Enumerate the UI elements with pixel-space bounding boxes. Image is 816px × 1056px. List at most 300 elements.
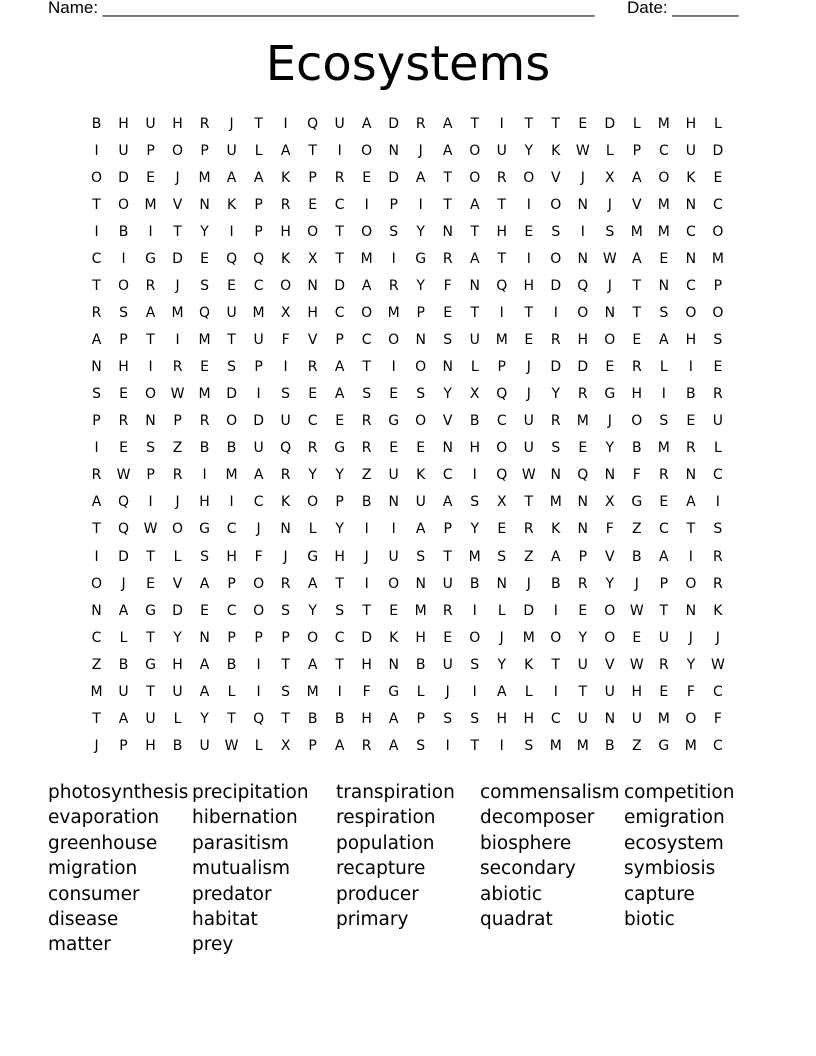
grid-letter: M [576,737,589,754]
grid-letter: D [388,116,400,132]
grid-letter: U [118,143,129,160]
grid-letter: N [91,602,102,619]
grid-letter: I [391,359,396,376]
grid-letter: I [229,224,234,241]
grid-letter: O [388,332,400,349]
word-bank-item: population [336,832,435,854]
page-title: Ecosystems [265,36,551,92]
grid-letter: J [607,413,612,430]
grid-letter: T [281,710,290,727]
word-bank-item: symbiosis [624,858,716,880]
header-line [48,0,748,18]
grid-letter: A [632,251,642,268]
grid-letter: T [362,602,371,619]
grid-letter: G [658,737,670,754]
grid-letter: M [198,170,211,187]
grid-letter: T [146,629,155,646]
grid-letter: W [116,467,131,484]
grid-letter: H [496,224,507,241]
grid-letter: M [711,251,724,268]
grid-letter: K [281,494,291,511]
grid-letter: A [442,143,453,160]
grid-letter: J [175,278,180,295]
grid-letter: J [256,521,261,538]
word-bank-item: precipitation [192,782,309,803]
grid-letter: S [281,386,291,403]
grid-letter: I [337,683,342,700]
grid-letter: J [526,359,531,376]
grid-letter: G [199,521,210,538]
grid-letter: R [91,467,102,484]
grid-letter: B [307,710,318,727]
grid-letter: R [361,413,372,430]
grid-letter: U [577,656,588,673]
grid-letter: O [361,305,373,322]
grid-letter: S [443,332,453,349]
grid-letter: S [659,413,669,430]
grid-letter: E [227,278,237,295]
grid-letter: O [415,413,427,430]
grid-letter: S [389,224,399,241]
grid-letter: E [119,386,128,403]
grid-letter: M [657,116,670,132]
grid-letter: L [632,116,641,132]
grid-letter: L [659,359,668,376]
grid-letter: Q [118,494,130,511]
grid-letter: B [550,575,561,592]
grid-letter: S [119,305,128,322]
grid-letter: B [469,575,480,592]
grid-letter: T [146,548,155,565]
grid-letter: S [470,494,480,511]
grid-letter: U [469,332,480,349]
grid-letter: I [715,494,720,511]
grid-letter: P [173,413,182,430]
grid-letter: J [364,548,369,565]
grid-letter: W [602,251,617,268]
grid-letter: H [118,116,129,132]
grid-letter: D [523,602,535,619]
grid-letter: A [659,548,669,565]
grid-letter: O [712,305,724,322]
grid-letter: N [496,575,507,592]
grid-letter: S [92,386,101,403]
grid-letter: A [361,116,372,132]
grid-letter: Y [200,224,209,241]
grid-letter: T [335,656,344,673]
grid-letter: R [307,359,318,376]
grid-letter: R [713,548,723,565]
grid-letter: H [199,494,210,511]
grid-letter: C [307,413,318,430]
grid-letter: Q [577,278,589,295]
grid-letter: O [415,359,427,376]
grid-letter: Q [577,467,589,484]
grid-letter: A [118,710,129,727]
grid-letter: T [335,224,344,241]
grid-letter: P [713,278,723,295]
grid-letter: I [256,683,261,700]
grid-letter: F [281,332,290,349]
grid-letter: C [334,629,345,646]
grid-letter: R [496,170,507,187]
grid-letter: I [472,602,477,619]
word-bank-item: primary [336,908,409,930]
grid-letter: H [172,116,183,132]
grid-letter: Y [443,386,452,403]
grid-letter: F [443,278,452,295]
grid-letter: Z [172,440,183,457]
grid-letter: A [253,467,264,484]
grid-letter: T [443,548,452,565]
grid-letter: J [94,737,99,754]
grid-letter: J [499,629,504,646]
grid-letter: U [199,737,210,754]
grid-letter: I [391,521,396,538]
grid-letter: E [416,440,426,457]
grid-letter: B [686,386,696,403]
grid-letter: U [685,143,696,160]
grid-letter: H [496,710,507,727]
grid-letter: O [361,224,373,241]
grid-letter: W [143,521,158,538]
grid-letter: W [710,656,725,673]
grid-letter: P [146,467,155,484]
grid-letter: G [145,656,156,673]
grid-letter: C [253,494,264,511]
grid-letter: M [522,629,535,646]
grid-letter: I [526,251,531,268]
grid-letter: R [658,656,669,673]
grid-letter: T [524,116,534,132]
grid-letter: R [713,575,723,592]
grid-letter: J [418,143,423,160]
grid-letter: U [145,710,156,727]
name-field-label: Name: ____________________________________________________ [48,0,595,17]
grid-letter: D [550,359,562,376]
grid-letter: T [551,656,561,673]
grid-letter: A [469,197,480,214]
grid-letter: O [307,629,319,646]
grid-letter: D [253,413,264,430]
grid-letter: V [172,197,183,214]
grid-letter: D [361,629,373,646]
grid-letter: K [551,143,561,160]
grid-letter: X [280,305,291,322]
grid-letter: E [443,305,453,322]
grid-letter: V [605,548,615,565]
grid-letter: T [632,278,642,295]
grid-letter: I [472,683,477,700]
grid-letter: Q [253,251,265,268]
grid-letter: Y [335,467,344,484]
grid-letter: D [172,251,183,268]
grid-letter: Y [416,224,425,241]
grid-letter: N [442,440,453,457]
grid-letter: G [307,548,319,565]
grid-letter: E [578,602,588,619]
grid-letter: C [91,629,102,646]
grid-letter: I [337,143,342,160]
grid-letter: I [175,332,180,349]
grid-letter: J [445,683,450,700]
grid-letter: N [604,710,616,727]
grid-letter: P [578,548,588,565]
grid-letter: P [227,629,236,646]
grid-letter: P [416,305,425,322]
grid-letter: O [604,602,616,619]
word-bank-item: migration [48,858,138,880]
grid-letter: M [252,305,265,322]
grid-letter: X [605,494,615,511]
grid-letter: A [91,494,102,511]
grid-letter: C [496,413,507,430]
grid-letter: Q [307,116,319,132]
word-bank-item: producer [336,883,419,905]
word-bank-item: biosphere [480,832,572,854]
grid-letter: N [685,602,697,619]
grid-letter: I [94,440,99,457]
grid-letter: S [443,710,453,727]
grid-letter: X [469,386,480,403]
grid-letter: A [550,548,561,565]
grid-letter: M [657,197,670,214]
grid-letter: S [200,278,210,295]
grid-letter: I [364,197,369,214]
word-bank-item: quadrat [480,908,553,930]
grid-letter: H [523,278,535,295]
grid-letter: C [91,251,102,268]
grid-letter: E [713,359,723,376]
grid-letter: S [200,548,210,565]
grid-letter: E [362,170,372,187]
grid-letter: P [254,359,263,376]
grid-letter: R [118,413,129,430]
grid-letter: O [253,575,265,592]
grid-letter: T [578,683,588,700]
grid-letter: J [715,629,720,646]
grid-letter: Y [686,656,696,673]
grid-letter: B [632,440,642,457]
grid-letter: Y [308,467,317,484]
grid-letter: A [442,494,453,511]
grid-letter: T [308,143,317,160]
grid-letter: U [658,629,669,646]
grid-letter: N [685,467,697,484]
grid-letter: C [226,602,237,619]
grid-letter: A [226,170,237,187]
grid-letter: K [416,467,426,484]
grid-letter: M [549,494,562,511]
word-bank-item: hibernation [192,807,298,829]
grid-letter: C [361,332,372,349]
grid-letter: M [495,332,508,349]
grid-letter: C [658,143,669,160]
grid-letter: E [578,440,588,457]
grid-letter: A [307,656,318,673]
grid-letter: Y [200,710,209,727]
grid-letter: Y [173,629,182,646]
grid-letter: K [281,170,291,187]
grid-letter: R [658,467,669,484]
grid-letter: H [145,737,156,754]
grid-letter: B [632,548,642,565]
grid-letter: C [442,467,453,484]
grid-letter: J [229,116,234,132]
grid-letter: R [361,440,372,457]
grid-letter: D [577,359,589,376]
word-bank-item: prey [192,934,234,956]
grid-letter: P [308,737,317,754]
grid-letter: R [550,413,561,430]
grid-letter: T [470,116,479,132]
grid-letter: Y [497,656,507,673]
grid-letter: Y [605,575,615,592]
grid-letter: R [172,467,183,484]
word-bank-item: respiration [336,807,436,829]
grid-letter: M [630,224,643,241]
grid-letter: B [334,710,345,727]
grid-letter: P [119,332,128,349]
grid-letter: O [685,305,697,322]
grid-letter: O [90,170,103,187]
grid-letter: K [713,602,723,619]
grid-letter: T [443,170,452,187]
grid-letter: S [497,548,507,565]
grid-letter: I [148,359,153,376]
grid-letter: F [254,548,263,565]
grid-letter: R [361,737,372,754]
grid-letter: C [226,521,237,538]
grid-letter: N [577,521,589,538]
grid-letter: P [146,143,155,160]
grid-letter: U [523,440,534,457]
grid-letter: D [118,170,129,187]
grid-letter: L [416,683,425,700]
grid-letter: U [253,332,264,349]
grid-letter: H [307,305,318,322]
grid-letter: E [200,359,209,376]
grid-letter: E [146,575,155,592]
grid-letter: Y [335,521,344,538]
grid-letter: F [713,710,722,727]
grid-letter: R [388,278,399,295]
grid-letter: M [387,305,400,322]
grid-letter: I [94,548,99,565]
grid-letter: O [307,494,319,511]
grid-letter: T [254,116,263,132]
date-field-label: Date: _______ [627,0,739,17]
grid-letter: W [224,737,239,754]
grid-letter: R [91,305,102,322]
grid-letter: K [281,251,291,268]
grid-letter: A [199,656,210,673]
grid-letter: N [658,278,670,295]
grid-letter: J [175,170,180,187]
grid-letter: D [334,278,346,295]
grid-letter: I [283,116,288,132]
grid-letter: H [523,710,535,727]
grid-letter: W [575,143,590,160]
grid-letter: A [469,251,480,268]
grid-letter: E [335,413,345,430]
grid-letter: S [551,440,561,457]
grid-letter: U [712,413,723,430]
grid-letter: Q [253,710,265,727]
grid-letter: D [388,170,400,187]
grid-letter: T [281,656,290,673]
grid-letter: R [172,359,183,376]
grid-letter: I [580,224,585,241]
grid-letter: C [712,683,723,700]
grid-letter: I [256,386,261,403]
grid-letter: S [659,305,669,322]
grid-letter: A [280,143,291,160]
grid-letter: I [229,494,234,511]
grid-letter: R [685,440,696,457]
grid-letter: O [118,278,130,295]
grid-letter: T [146,332,155,349]
grid-letter: T [92,710,101,727]
grid-letter: U [388,548,399,565]
grid-letter: N [307,278,318,295]
grid-letter: H [469,440,480,457]
grid-letter: Q [226,251,238,268]
grid-letter: H [631,386,643,403]
grid-letter: A [496,683,507,700]
grid-letter: G [334,440,346,457]
grid-letter: H [685,332,697,349]
grid-letter: F [605,521,614,538]
grid-letter: U [604,683,615,700]
grid-letter: S [281,683,291,700]
grid-letter: G [145,251,156,268]
grid-letter: J [634,575,639,592]
grid-letter: I [364,575,369,592]
grid-letter: L [713,116,722,132]
grid-letter: I [553,602,558,619]
grid-letter: O [577,305,589,322]
grid-letter: U [415,494,426,511]
grid-letter: R [631,359,642,376]
word-bank-item: transpiration [336,782,455,803]
grid-letter: A [91,332,102,349]
grid-letter: Y [470,521,479,538]
grid-letter: P [632,143,642,160]
grid-letter: A [659,332,669,349]
grid-letter: I [661,386,666,403]
grid-letter: B [91,116,102,132]
grid-letter: A [415,170,426,187]
grid-letter: D [604,116,616,132]
grid-letter: U [388,467,399,484]
grid-letter: B [118,656,129,673]
grid-letter: N [685,197,697,214]
grid-letter: N [145,413,156,430]
grid-letter: P [308,170,317,187]
grid-letter: Q [280,440,292,457]
grid-letter: E [308,197,318,214]
grid-letter: N [199,197,210,214]
grid-letter: M [198,386,211,403]
grid-letter: Y [524,143,534,160]
word-bank-item: evaporation [48,807,160,829]
grid-letter: S [416,386,426,403]
grid-letter: O [118,197,130,214]
grid-letter: A [388,710,399,727]
grid-letter: B [118,224,129,241]
grid-letter: J [526,575,531,592]
